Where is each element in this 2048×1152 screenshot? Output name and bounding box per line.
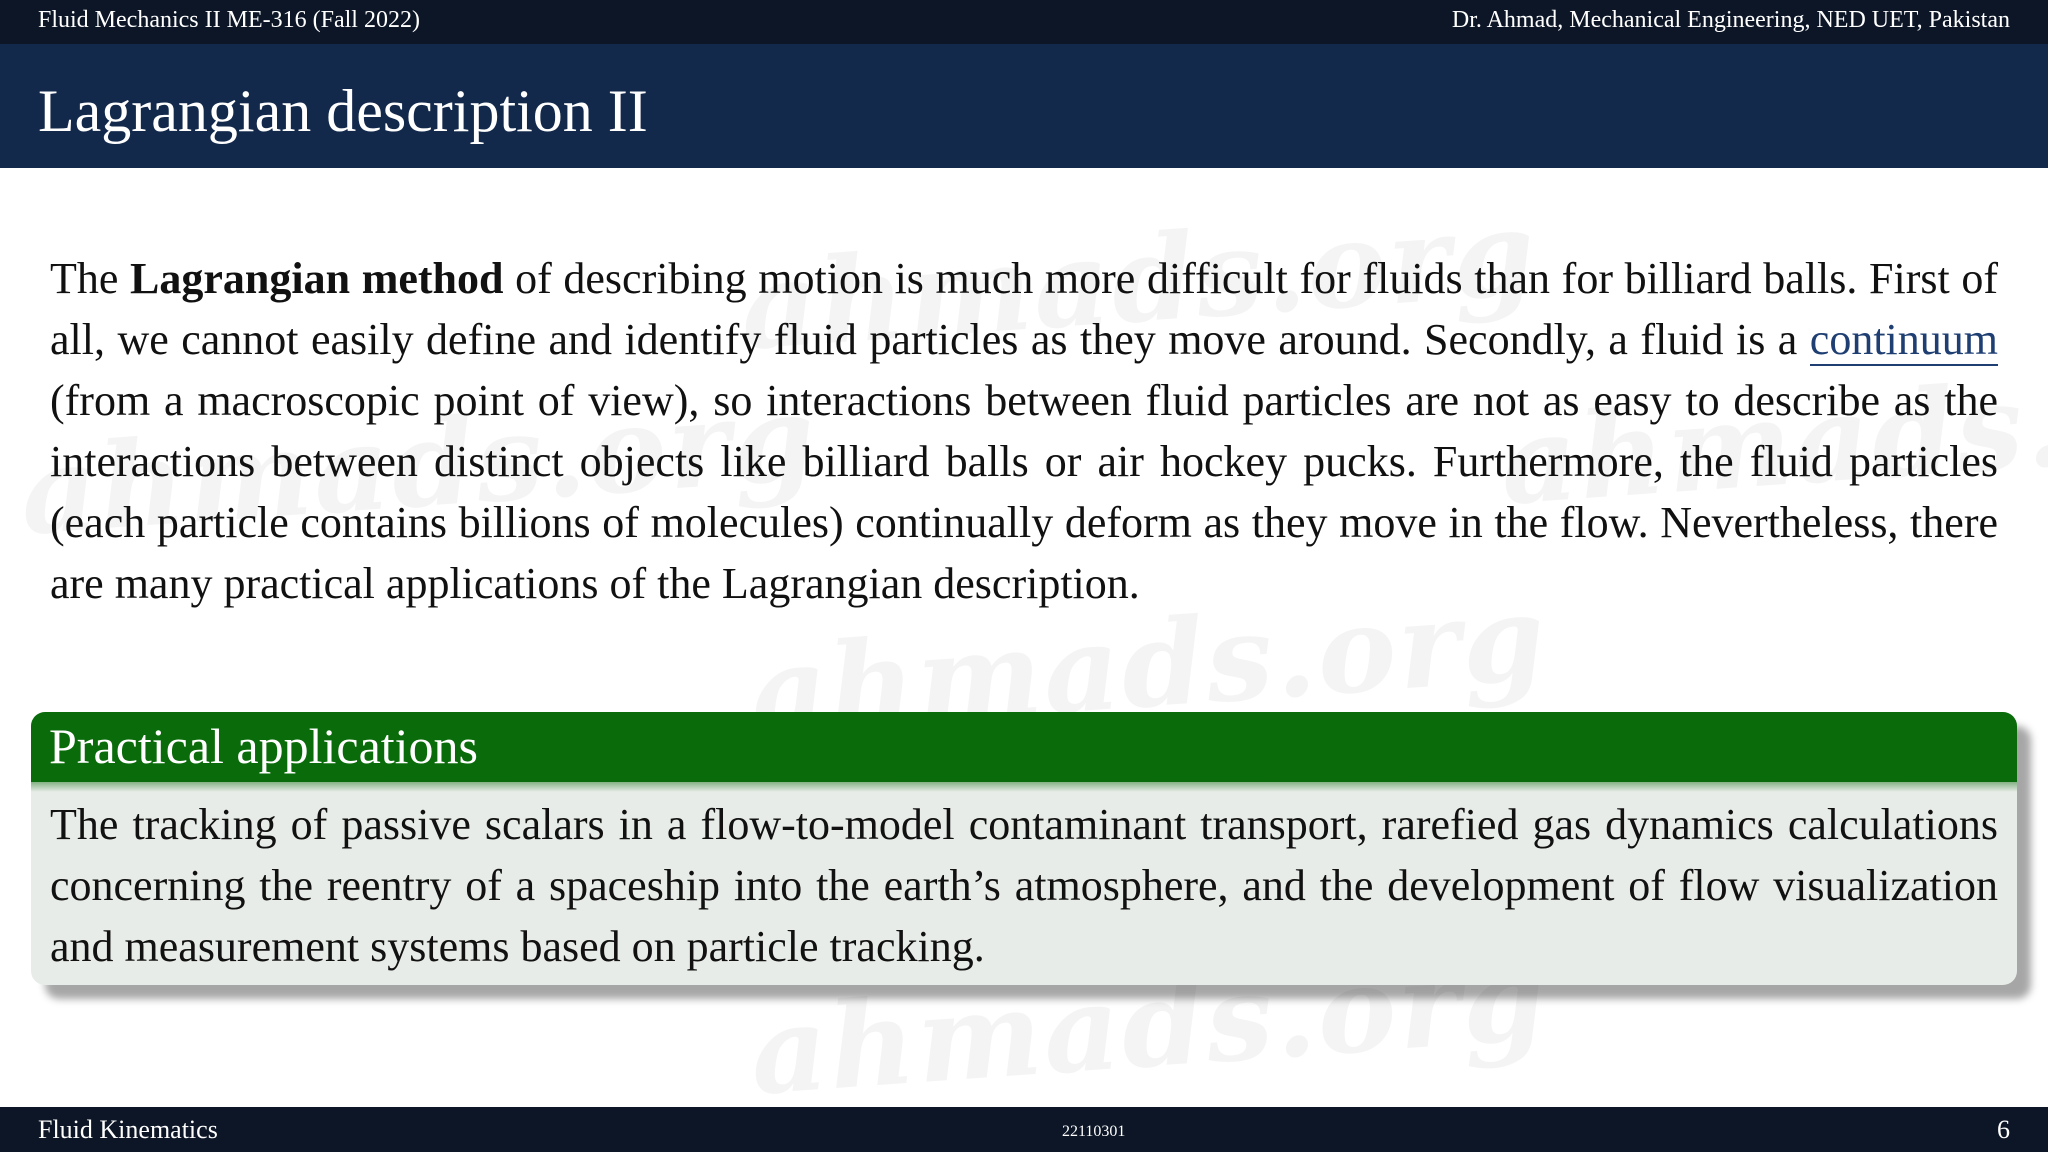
- title-bar: [0, 44, 2048, 168]
- slide-title: Lagrangian description II: [38, 78, 648, 144]
- footer-section: Fluid Kinematics: [38, 1115, 218, 1144]
- body-text: of describing motion is much more difficult for fluids than for billiard balls. First of all, we cannot easily define and identify fluid particles as they move around. Secondly, a fluid is a: [50, 254, 1999, 364]
- block-title: Practical applications: [31, 712, 2017, 782]
- block-text: The tracking of passive scalars in a flow-to-model contaminant transport, rarefied gas dynamics calculations concerning the reentry of a spaceship into the earth’s atmosphere, and the development of flow visualization and measurement systems based on particle tracking.: [50, 800, 1998, 971]
- footline: [0, 1107, 2048, 1152]
- bold-term: Lagrangian method: [130, 254, 504, 303]
- page-number: 6: [1997, 1115, 2010, 1144]
- body-paragraph: [50, 248, 1998, 614]
- course-title: Fluid Mechanics II ME-316 (Fall 2022): [38, 7, 420, 33]
- headline-bar: [0, 0, 2048, 44]
- continuum-link[interactable]: continuum: [1809, 315, 1998, 364]
- body-text: (from a macroscopic point of view), so interactions between fluid particles are not as easy to describe as the interactions between distinct objects like billiard balls or air hockey pucks. Furthermore, the fluid particles (each particle contains billions of molecules) continually deform as they move in the flow. Nevertheless, there are many practical applications of the Lagrangian description.: [50, 376, 1998, 608]
- instructor-info: Dr. Ahmad, Mechanical Engineering, NED UET, Pakistan: [1451, 7, 2010, 33]
- body-text: The: [50, 254, 131, 303]
- practical-applications-block: [31, 712, 2017, 985]
- footer-code: 22110301: [1062, 1123, 1126, 1140]
